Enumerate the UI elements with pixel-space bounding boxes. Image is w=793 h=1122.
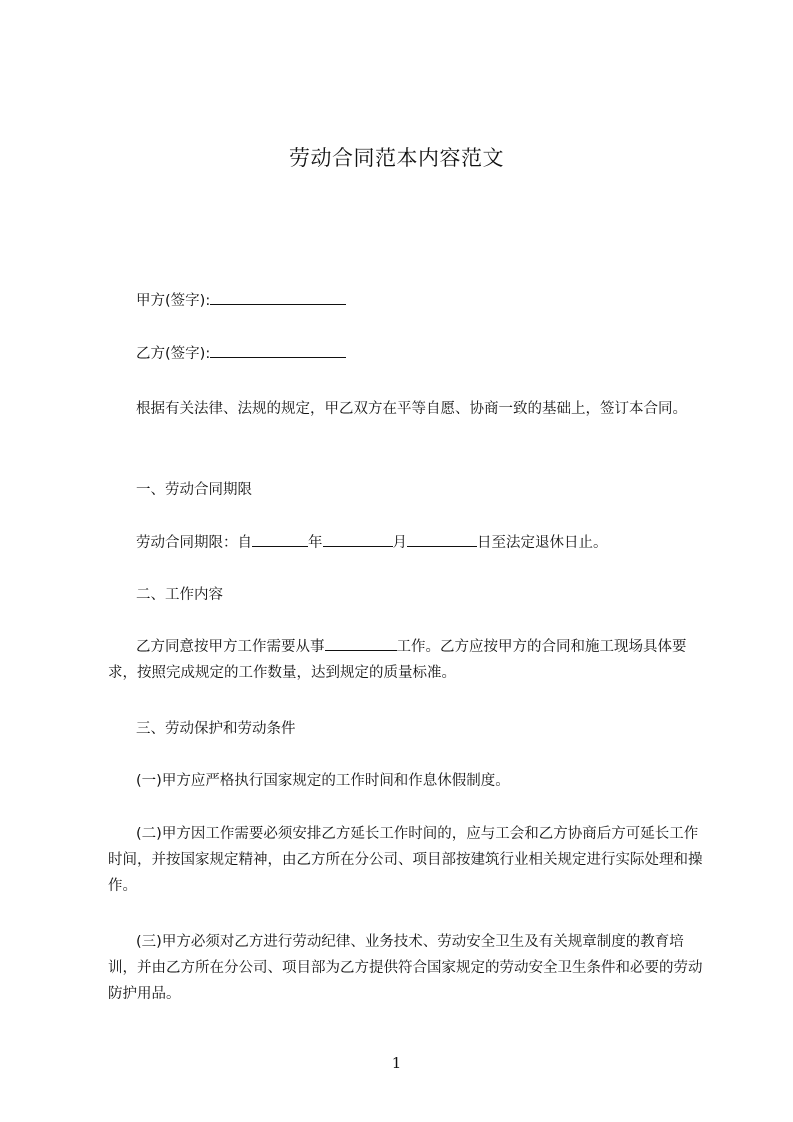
term-start-month-blank [323, 532, 393, 547]
section-heading-term: 一、劳动合同期限 [136, 482, 252, 498]
clause-1-paragraph: (一)甲方应严格执行国家规定的工作时间和作息休假制度。 [136, 773, 510, 789]
term-suffix: 日至法定退休日止。 [477, 535, 608, 551]
intro-paragraph: 根据有关法律、法规的规定，甲乙双方在平等自愿、协商一致的基础上，签订本合同。 [136, 401, 687, 417]
term-month-label: 月 [392, 535, 407, 551]
clause-3-paragraph: (三)甲方必须对乙方进行劳动纪律、业务技术、劳动安全卫生及有关规章制度的教育培训，并由乙方所在分公司、项目部为乙方提供符合国家规定的劳动安全卫生条件和必要的劳动防护用品。 [108, 934, 703, 1002]
party-a-signature-line [136, 288, 346, 314]
page-number: 1 [391, 1054, 402, 1072]
clause-2-paragraph: (二)甲方因工作需要必须安排乙方延长工作时间的，应与工会和乙方协商后方可延长工作时间，并按国家规定精神，由乙方所在分公司、项目部按建筑行业相关规定进行实际处理和操作。 [108, 826, 703, 894]
party-b-signature-blank [210, 343, 346, 358]
section-heading-protection: 三、劳动保护和劳动条件 [136, 721, 296, 737]
term-start-year-blank [252, 532, 308, 547]
section-heading-work: 二、工作内容 [136, 587, 223, 603]
party-a-label: 甲方(签字): [136, 293, 211, 309]
term-prefix: 劳动合同期限：自 [136, 535, 252, 551]
party-b-signature-line [136, 341, 346, 367]
party-a-signature-blank [210, 290, 346, 305]
party-b-label: 乙方(签字): [136, 346, 211, 362]
term-year-label: 年 [308, 535, 323, 551]
work-type-blank [325, 636, 397, 651]
document-title: 劳动合同范本内容范文 [289, 146, 504, 170]
work-prefix: 乙方同意按甲方工作需要从事 [136, 639, 325, 655]
work-suffix: 工作。乙方应按甲方的合同和施工现场具体要求，按照完成规定的工作数量，达到规定的质量标准。 [108, 639, 687, 681]
term-start-day-blank [407, 532, 477, 547]
contract-term-line [136, 530, 608, 556]
work-content-paragraph [108, 634, 703, 686]
